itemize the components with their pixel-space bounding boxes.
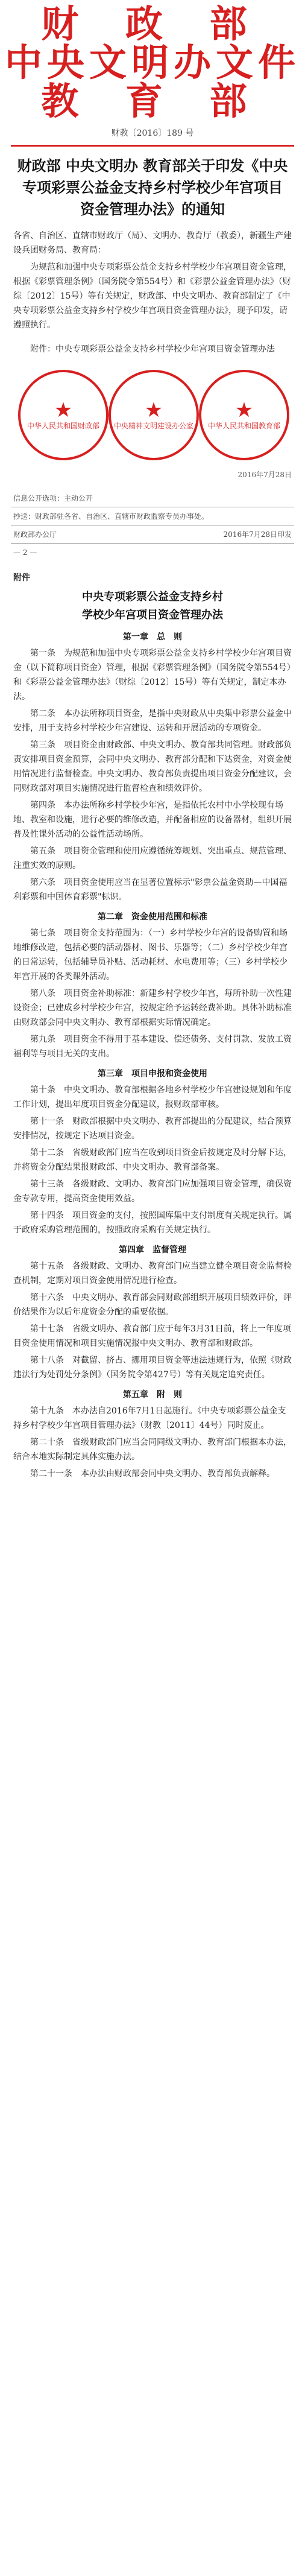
article-paragraph: 第六条 项目资金使用应当在显著位置标示"彩票公益金资助—中国福利彩票和中国体育彩票"标识。 [13, 878, 288, 902]
article-paragraph: 第八条 项目资金补助标准：新建乡村学校少年宫，每所补助一次性建设资金；已建成乡村学校少年宫，按规定给予运转经费补助。具体补助标准由财政部会同中央文明办、教育部根据实际情况确定。 [13, 989, 292, 1027]
attachment-title [0, 588, 305, 624]
info-public-option: 信息公开选项：主动公开 [13, 494, 93, 503]
seal-education-text: 中华人民共和国教育部 [207, 421, 280, 430]
issue-date: 2016年7月28日印发 [223, 530, 292, 539]
seal-civilization-office-text: 中央精神文明建设办公室 [113, 421, 193, 430]
chapter-heading: 第四章 监督管理 [119, 1245, 186, 1255]
page-number: — 2 — [13, 548, 37, 557]
star-icon: ★ [54, 398, 73, 422]
article-paragraph: 第十五条 各级财政、文明办、教育部门应当建立健全项目资金监督检查机制，定期对项目资金使用情况进行检查。 [13, 1261, 292, 1286]
seal-finance [18, 370, 108, 460]
intro-paragraph: 为规范和加强中央专项彩票公益金支持乡村学校少年宫项目资金管理，根据《彩票管理条例》（国务院令第554号）和《彩票公益金管理办法》（财综〔2012〕15号）等有关规定，财政部、中央文明办、教育部制定了《中央专项彩票公益金支持乡村学校少年宫项目资金管理办法》，现予印发，请遵照执行。 [13, 262, 292, 330]
article-paragraph: 第四条 本办法所称乡村学校少年宫，是指依托农村中小学校现有场地、教室和设施，进行必要的维修改造，并配备相应的设备器材，组织开展普及性课外活动的公益性活动场所。 [13, 801, 292, 839]
attachment-reference: 附件：中央专项彩票公益金支持乡村学校少年宫项目资金管理办法 [30, 344, 275, 354]
attachment-title-line2: 学校少年宫项目资金管理办法 [82, 609, 223, 621]
issuing-office-line [0, 529, 305, 539]
star-icon: ★ [234, 398, 254, 422]
header-line-finance: 财 政 部 [41, 2, 264, 46]
article-paragraph: 第一条 为规范和加强中央专项彩票公益金支持乡村学校少年宫项目资金（以下简称项目资金）管理，根据《彩票管理条例》（国务院令第554号）和《彩票公益金管理办法》（财综〔2012〕15号）等有关规定，制定本办法。 [13, 649, 292, 702]
document-number: 财教〔2016〕189 号 [111, 128, 194, 138]
document-header [0, 0, 305, 121]
chapter-heading: 第一章 总 则 [123, 632, 182, 642]
chapter-heading: 第三章 项目申报和资金使用 [98, 1069, 207, 1079]
attachment-title-line1: 中央专项彩票公益金支持乡村 [82, 591, 223, 603]
seal-education [199, 370, 289, 460]
divider [11, 543, 294, 544]
article-paragraph: 第五条 项目资金管理和使用应遵循统筹规划、突出重点、规范管理、注重实效的原则。 [13, 846, 292, 871]
article-paragraph: 第十六条 中央文明办、教育部会同财政部组织开展项目绩效评价，评价结果作为以后年度资金分配的重要依据。 [13, 1293, 292, 1317]
article-paragraph: 第十三条 各级财政、文明办、教育部门应加强项目资金管理，确保资金专款专用，提高资金使用效益。 [13, 1179, 292, 1204]
official-seals [0, 364, 305, 490]
article-paragraph: 第十七条 省级文明办、教育部门应于每年3月31日前，将上一年度项目资金使用情况和项目实施情况报中央文明办、教育部和财政部。 [13, 1324, 291, 1348]
article-paragraph: 第九条 项目资金不得用于基本建设、偿还债务、支付罚款、发放工资福利等与项目无关的支出。 [13, 1035, 292, 1059]
star-icon: ★ [144, 398, 163, 422]
article-paragraph: 第三条 项目资金由财政部、中央文明办、教育部共同管理。财政部负责安排项目资金预算，会同中央文明办、教育部分配和下达资金，对资金使用情况进行监督检查。中央文明办、教育部负责提出项目资金分配建议，会同财政部对项目实施情况进行监督检查和绩效评价。 [13, 740, 292, 793]
article-paragraph: 第十一条 财政部根据中央文明办、教育部提出的分配建议，结合预算安排情况，按规定下达项目资金。 [13, 1117, 292, 1141]
issuing-office: 财政部办公厅 [13, 530, 57, 539]
page-break [0, 557, 305, 566]
header-line-civilization-office: 中央文明办文件 [4, 40, 300, 84]
chapter-heading: 第五章 附 则 [123, 1390, 182, 1400]
header-line-education: 教 育 部 [41, 79, 264, 123]
seal-finance-text: 中华人民共和国财政部 [27, 421, 99, 430]
seal-civilization-office [108, 370, 199, 460]
article-paragraph: 第十条 中央文明办、教育部根据各地乡村学校少年宫建设规划和年度工作计划，提出年度项目资金分配建议，报财政部审核。 [13, 1085, 292, 1109]
article-paragraph: 第十八条 对截留、挤占、挪用项目资金等违法违规行为，依照《财政违法行为处罚处分条例》（国务院令第427号）等有关规定追究责任。 [13, 1356, 292, 1380]
red-divider [11, 145, 294, 147]
article-paragraph: 第二十条 省级财政部门应当会同同级文明办、教育部门根据本办法，结合本地实际制定具体实施办法。 [13, 1438, 292, 1462]
attachment-label: 附件 [13, 573, 30, 583]
chapter-heading: 第二章 资金使用范围和标准 [98, 912, 207, 922]
cc-line: 抄送：财政部驻各省、自治区、直辖市财政监察专员办事处。 [13, 512, 209, 521]
article-paragraph: 第十四条 项目资金的支付，按照国库集中支付制度有关规定执行。属于政府采购管理范围的，按照政府采购有关规定执行。 [13, 1211, 292, 1235]
recipients: 各省、自治区、直辖市财政厅（局）、文明办、教育厅（教委），新疆生产建设兵团财务局、教育局： [13, 231, 292, 255]
seal-date: 2016年7月28日 [237, 471, 292, 479]
article-paragraph: 第七条 项目资金支持范围为：（一）乡村学校少年宫的设备购置和场地维修改造，包括必要的活动器材、图书、乐器等；（二）乡村学校少年宫的日常运转，包括辅导员补贴、活动耗材、水电费用等；（三）乡村学校少年宫开展的各类课外活动。 [13, 928, 288, 982]
article-paragraph: 第二条 本办法所称项目资金，是指中央财政从中央集中彩票公益金中安排，用于支持乡村学校少年宫建设、运转和开展活动的专项资金。 [13, 709, 292, 733]
article-paragraph: 第十九条 本办法自2016年7月1日起施行。《中央专项彩票公益金支持乡村学校少年宫项目管理办法》（财教〔2011〕44号）同时废止。 [13, 1406, 286, 1430]
article-paragraph: 第二十一条 本办法由财政部会同中央文明办、教育部负责解释。 [30, 1469, 275, 1479]
document-title: 财政部 中央文明办 教育部关于印发《中央专项彩票公益金支持乡村学校少年宫项目资金管理办法》的通知 [17, 157, 288, 218]
article-paragraph: 第十二条 省级财政部门应当在收到项目资金后按规定及时分解下达，并将资金分配结果报财政部、中央文明办、教育部备案。 [13, 1148, 292, 1172]
